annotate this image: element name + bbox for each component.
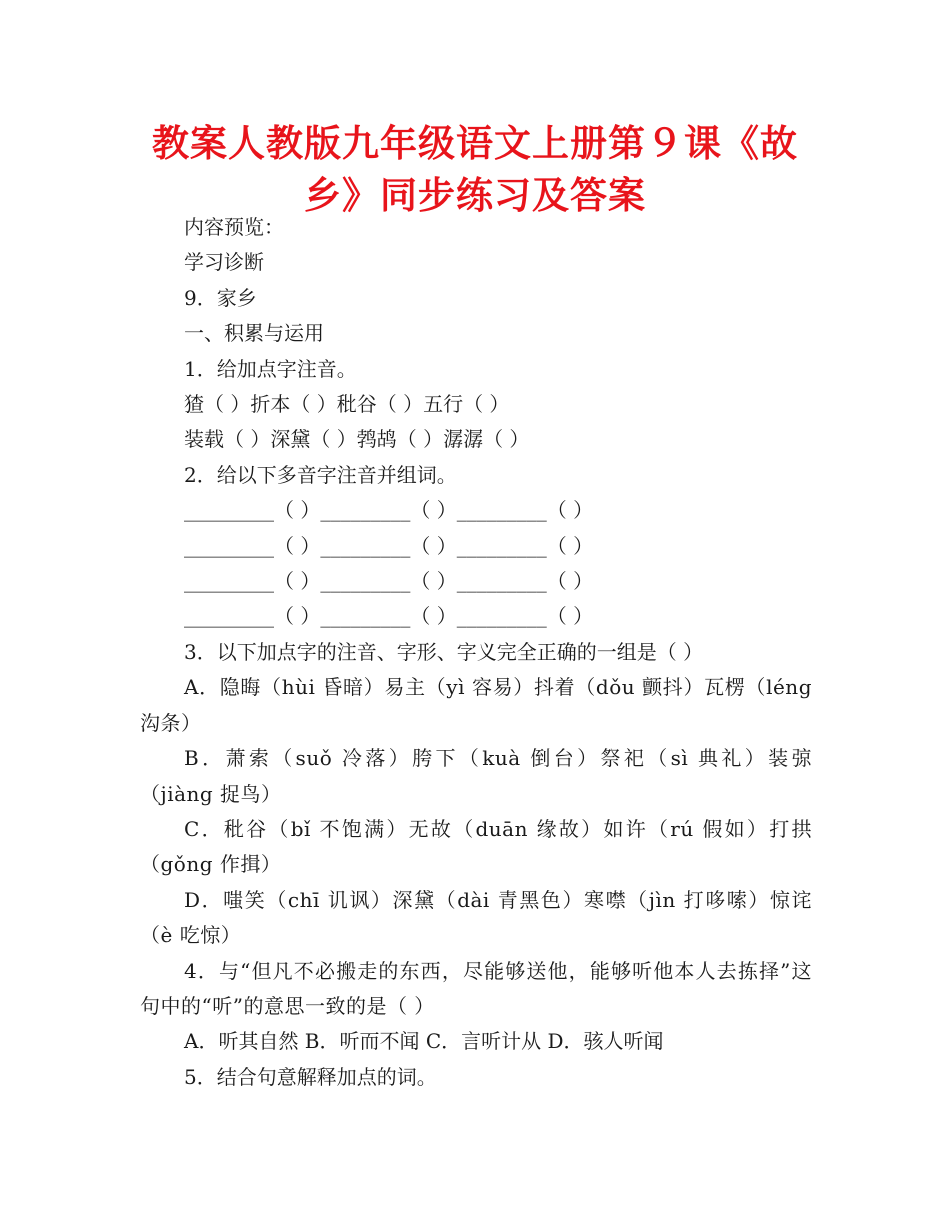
document-title: 教案人教版九年级语文上册第９课《故乡》同步练习及答案 — [152, 122, 798, 217]
blank-row: _________（ ）_________（ ）_________（ ） — [184, 569, 594, 594]
part-heading: 一、积累与运用 — [184, 321, 324, 346]
blank-row: _________（ ）_________（ ）_________（ ） — [184, 604, 594, 629]
question-3-option-b: B．萧索（suǒ 冷落）胯下（kuà 倒台）祭祀（sì 典礼）装弶（jiàng 捉鸟） — [140, 746, 812, 806]
question-1-row-2: 装载（ ）深黛（ ）鹁鸪（ ）潺潺（ ） — [184, 427, 530, 452]
document-body — [140, 210, 812, 1095]
question-3-option-a: A．隐晦（hùi 昏暗）易主（yì 容易）抖着（dǒu 颤抖）瓦楞（léng 沟条） — [140, 675, 812, 735]
preview-label: 内容预览： — [184, 215, 284, 239]
blank-row: _________（ ）_________（ ）_________（ ） — [184, 498, 594, 523]
lesson-heading: 9．家乡 — [184, 285, 257, 310]
question-3: 3．以下加点字的注音、字形、字义完全正确的一组是（ ） — [184, 639, 704, 664]
question-3-option-c: C．秕谷（bǐ 不饱满）无故（duān 缘故）如许（rú 假如）打拱（gǒng 作揖） — [140, 816, 812, 877]
question-4-options: A．听其自然 B．听而不闻 C．言听计从 D．骇人听闻 — [184, 1029, 664, 1054]
blank-row: _________（ ）_________（ ）_________（ ） — [184, 533, 594, 558]
question-1-row-1: 猹（ ）折本（ ）秕谷（ ）五行（ ） — [184, 392, 510, 417]
question-1: 1．给加点字注音。 — [184, 356, 357, 381]
section-heading: 学习诊断 — [184, 250, 264, 275]
question-3-option-d: D．嗤笑（chī 讥讽）深黛（dài 青黑色）寒噤（jìn 打哆嗦）惊诧（è 吃惊） — [140, 887, 812, 948]
question-5: 5．结合句意解释加点的词。 — [184, 1064, 437, 1089]
question-2: 2．给以下多音字注音并组词。 — [184, 462, 457, 487]
question-4: 4．与“但凡不必搬走的东西，尽能够送他，能够听他本人去拣择”这句中的“听”的意思一致的是（ ） — [140, 958, 812, 1018]
